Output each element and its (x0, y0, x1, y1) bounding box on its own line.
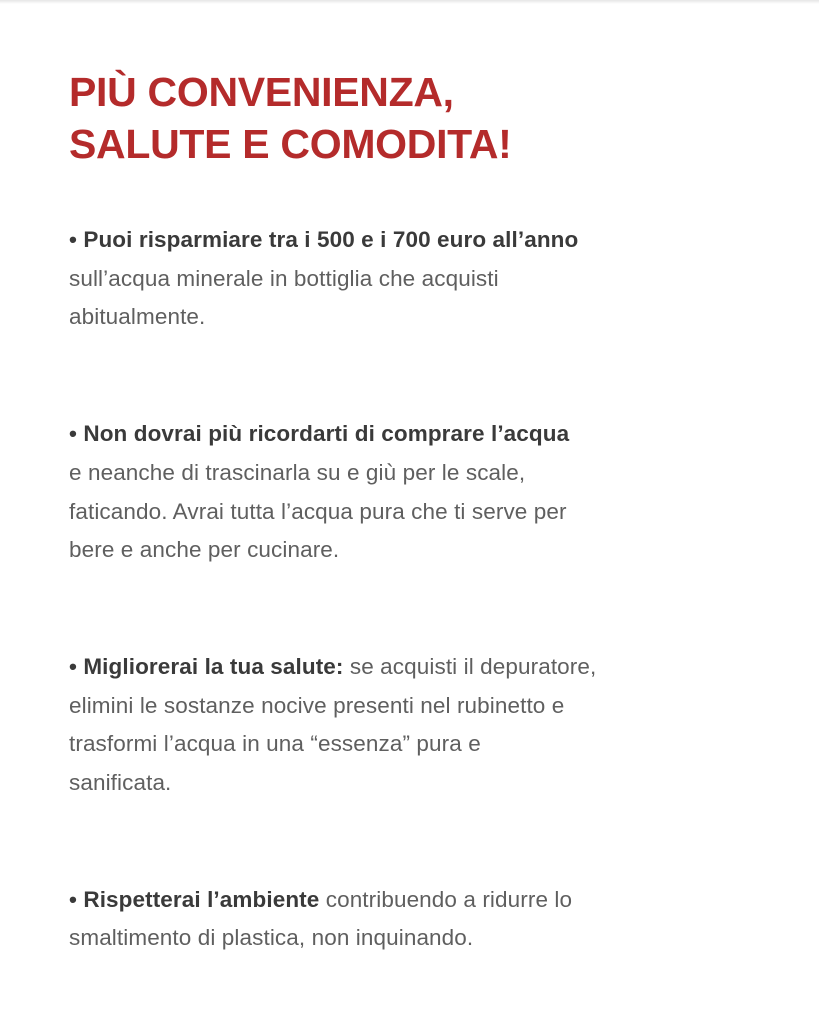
benefit-lead-health: Migliorerai la tua salute: (83, 653, 344, 679)
headline (69, 66, 769, 170)
benefit-lead-savings: Puoi risparmiare tra i 500 e i 700 euro all’anno (83, 227, 579, 252)
bullet: • (69, 886, 77, 912)
benefit-inline-text: contribuendo a ridurre lo (319, 886, 573, 912)
benefit-item-convenience (69, 415, 769, 570)
benefits-list (69, 221, 769, 958)
benefit-text-line: abitualmente. (69, 304, 206, 330)
benefit-text-line: smaltimento di plastica, non inquinando. (69, 925, 474, 951)
benefit-lead-environment: Rispetterai l’ambiente (83, 886, 320, 912)
benefit-text-line: elimini le sostanze nocive presenti nel rubinetto e (69, 692, 565, 718)
benefit-text-line: sull’acqua minerale in bottiglia che acquisti (69, 265, 499, 291)
benefit-item-health (69, 648, 769, 803)
bullet: • (69, 653, 77, 679)
benefit-text-line: trasformi l’acqua in una “essenza” pura e (69, 731, 481, 757)
top-edge-shadow (0, 0, 819, 4)
benefit-text-line: bere e anche per cucinare. (69, 537, 340, 563)
benefit-inline-text: se acquisti il depuratore, (343, 653, 597, 679)
headline-line-2: SALUTE E COMODITA! (69, 121, 512, 167)
benefit-lead-convenience: Non dovrai più ricordarti di comprare l’acqua (83, 421, 570, 447)
benefit-text-line: faticando. Avrai tutta l’acqua pura che ti serve per (69, 498, 567, 524)
benefit-text-line: e neanche di trascinarla su e giù per le scale, (69, 459, 526, 485)
benefit-item-savings (69, 221, 769, 337)
headline-line-1: PIÙ CONVENIENZA, (69, 69, 454, 115)
document-page (69, 66, 769, 1036)
bullet: • (69, 227, 77, 252)
benefit-text-line: sanificata. (69, 770, 172, 796)
bullet: • (69, 421, 77, 447)
benefit-item-environment (69, 881, 769, 958)
